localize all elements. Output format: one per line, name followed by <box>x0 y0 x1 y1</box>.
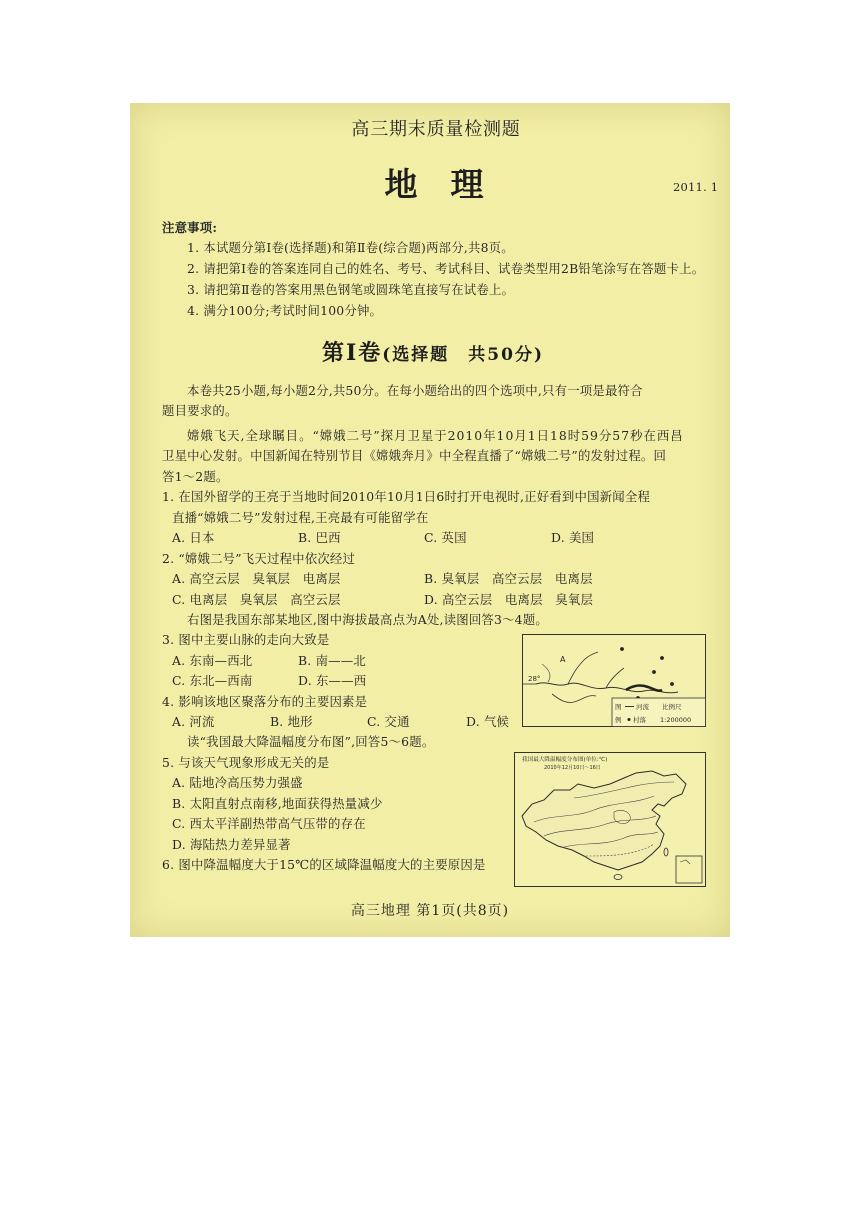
question-2-stem: 2. “嫦娥二号”飞天过程中依次经过 <box>162 551 356 566</box>
passage-line: 嫦娥飞天,全球瞩目。“嫦娥二号”探月卫星于2010年10月1日18时59分57秒在西昌 <box>187 428 684 443</box>
question-3-option-a: A. 东南—西北 <box>172 653 253 668</box>
question-5-stem: 5. 与该天气现象形成无关的是 <box>162 755 330 770</box>
east-region-map-svg <box>522 634 706 727</box>
question-5-option-b: B. 太阳直射点南移,地面获得热量减少 <box>172 796 383 811</box>
legend-river-label: 河流 <box>636 703 649 711</box>
question-1-stem: 直播“嫦娥二号”发射过程,王亮最有可能留学在 <box>172 510 429 525</box>
map-legend <box>612 698 706 727</box>
question-5-option-d: D. 海陆热力差异显著 <box>172 837 291 852</box>
question-3-option-c: C. 东北—西南 <box>172 673 253 688</box>
notice-item: 1. 本试题分第Ⅰ卷(选择题)和第Ⅱ卷(综合题)两部分,共8页。 <box>187 240 514 255</box>
question-5-option-a: A. 陆地冷高压势力强盛 <box>172 775 303 790</box>
passage-line: 读“我国最大降温幅度分布图”,回答5～6题。 <box>187 734 435 749</box>
question-3-option-d: D. 东——西 <box>298 673 367 688</box>
legend-title-1: 图 <box>615 703 622 711</box>
question-2-option-b: B. 臭氧层 高空云层 电离层 <box>424 571 593 586</box>
passage-line: 卫星中心发射。中国新闻在特别节目《嫦娥奔月》中全程直播了“嫦娥二号”的发射过程。回 <box>162 448 667 463</box>
section-title <box>130 340 730 368</box>
cooling-distribution-map-svg <box>514 752 706 887</box>
exam-title: 高三期末质量检测题 <box>351 119 521 140</box>
question-1-option-a: A. 日本 <box>172 530 215 545</box>
cooling-map-subtitle: 2010年12月10日～16日 <box>544 765 601 771</box>
latitude-label: 28° <box>528 675 541 683</box>
village-dot <box>652 670 656 674</box>
question-4-option-b: B. 地形 <box>270 714 313 729</box>
question-6-stem: 6. 图中降温幅度大于15℃的区域降温幅度大的主要原因是 <box>162 857 486 872</box>
highest-point-label: A <box>560 655 566 664</box>
exam-paper-scan <box>130 103 730 937</box>
notice-item: 4. 满分100分;考试时间100分钟。 <box>187 303 383 318</box>
section-title-main: 第Ⅰ卷 <box>321 340 383 366</box>
passage-line: 答1～2题。 <box>162 469 229 484</box>
legend-village-label: 村落 <box>633 716 646 724</box>
question-4-option-a: A. 河流 <box>172 714 215 729</box>
section-intro-line: 题目要求的。 <box>162 403 238 418</box>
question-1-stem: 1. 在国外留学的王亮于当地时间2010年10月1日6时打开电视时,正好看到中国新闻全程 <box>162 489 651 504</box>
subject-title: 地 理 <box>384 165 484 204</box>
notice-heading: 注意事项: <box>162 220 218 235</box>
village-dot <box>660 656 664 660</box>
exam-date: 2011. 1 <box>673 180 719 194</box>
taiwan-island <box>664 848 668 856</box>
question-5-option-c: C. 西太平洋副热带高气压带的存在 <box>172 816 366 831</box>
section-intro-line: 本卷共25小题,每小题2分,共50分。在每小题给出的四个选项中,只有一项是最符合 <box>187 383 643 398</box>
legend-title-2: 例 <box>615 716 622 724</box>
cooling-distribution-map <box>514 752 706 887</box>
question-2-option-a: A. 高空云层 臭氧层 电离层 <box>172 571 341 586</box>
question-3-option-b: B. 南——北 <box>298 653 366 668</box>
notice-item: 3. 请把第Ⅱ卷的答案用黑色钢笔或圆珠笔直接写在试卷上。 <box>187 282 515 297</box>
question-3-stem: 3. 图中主要山脉的走向大致是 <box>162 632 330 647</box>
question-2-option-c: C. 电离层 臭氧层 高空云层 <box>172 592 341 607</box>
cooling-map-title: 我国最大降温幅度分布图(单位:℃) <box>522 757 608 763</box>
legend-scale-value: 1:200000 <box>660 716 692 724</box>
question-4-stem: 4. 影响该地区聚落分布的主要因素是 <box>162 694 368 709</box>
question-4-option-c: C. 交通 <box>367 714 410 729</box>
legend-scale-label: 比例尺 <box>662 703 682 711</box>
notice-item: 2. 请把第Ⅰ卷的答案连同自己的姓名、考号、考试科目、试卷类型用2B铅笔涂写在答题卡上。 <box>187 261 705 276</box>
question-2-option-d: D. 高空云层 电离层 臭氧层 <box>424 592 594 607</box>
question-1-option-d: D. 美国 <box>551 530 595 545</box>
village-dot <box>670 682 674 686</box>
legend-village-symbol <box>628 718 631 721</box>
question-1-option-b: B. 巴西 <box>298 530 341 545</box>
section-title-sub: (选择题 共50分) <box>382 345 545 365</box>
page-footer: 高三地理 第1页(共8页) <box>350 903 510 919</box>
east-region-map <box>522 634 706 727</box>
hainan-island <box>614 874 622 879</box>
village-dot <box>620 647 624 651</box>
passage-line: 右图是我国东部某地区,图中海拔最高点为A处,读图回答3～4题。 <box>187 612 548 627</box>
question-4-option-d: D. 气候 <box>466 714 510 729</box>
question-1-option-c: C. 英国 <box>424 530 467 545</box>
